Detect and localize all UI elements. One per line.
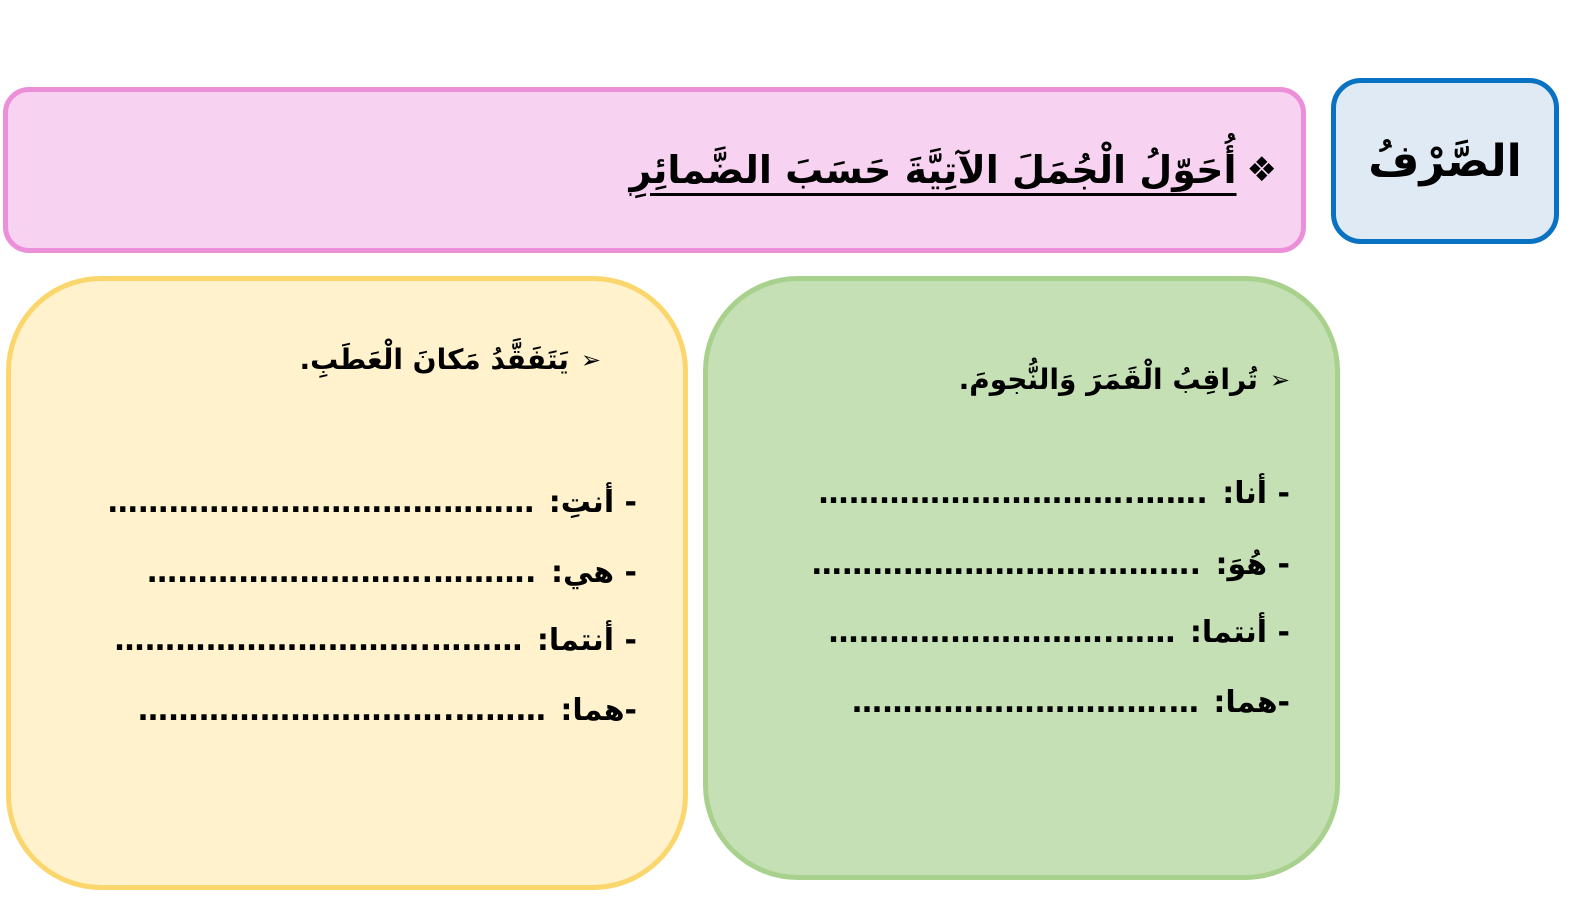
pronoun-label: - هي: (550, 555, 637, 590)
subject-title: الصَّرْفُ (1368, 135, 1522, 187)
sentence-text: تُراقِبُ الْقَمَرَ وَالنُّجومَ. (958, 363, 1258, 396)
answer-line[interactable] (852, 685, 1290, 720)
pronoun-label: - هُوَ: (1215, 547, 1290, 582)
instruction-banner (3, 87, 1306, 253)
exercise-card-yellow (6, 276, 688, 890)
sentence-text: يَتَفَقَّدُ مَكانَ الْعَطَبِ. (299, 343, 569, 376)
exercise-card-green (703, 276, 1340, 880)
pronoun-label: - أنتِ: (548, 485, 637, 520)
answer-blank[interactable]: ………………………….……. (818, 476, 1209, 511)
pronoun-label: - أنا: (1222, 476, 1290, 511)
arrow-bullet-icon: ➢ (1269, 365, 1290, 394)
answer-blank[interactable]: ………………………….……… (114, 623, 523, 658)
answer-blank[interactable]: ……………………….………. (811, 547, 1202, 582)
answer-line[interactable] (812, 547, 1290, 582)
answer-blank[interactable]: ……………………….………. (147, 555, 537, 590)
instruction-text: أُحَوّلُ الْجُمَلَ الآتِيَّةَ حَسَبَ الضَّمائِرِ (629, 148, 1237, 192)
pronoun-label: -هما: (560, 693, 637, 728)
answer-blank[interactable]: ……………………….…… (828, 615, 1176, 650)
arrow-bullet-icon: ➢ (580, 345, 601, 374)
pronoun-label: - أنتما: (1189, 615, 1290, 650)
answer-line[interactable] (138, 693, 637, 728)
answer-line[interactable] (829, 615, 1290, 650)
subject-label-box (1331, 78, 1559, 244)
answer-line[interactable] (108, 485, 637, 520)
answer-blank[interactable]: …………………………………… (107, 485, 535, 520)
exercise-sentence (299, 343, 601, 376)
answer-line[interactable] (818, 476, 1290, 511)
four-diamond-bullet-icon: ❖ (1246, 150, 1277, 190)
answer-blank[interactable]: ………………………….……… (137, 693, 547, 728)
answer-line[interactable] (115, 623, 637, 658)
pronoun-label: -هما: (1213, 685, 1290, 720)
pronoun-label: - أنتما: (536, 623, 637, 658)
exercise-sentence (959, 363, 1290, 396)
answer-line[interactable] (147, 555, 637, 590)
answer-blank[interactable]: ………………………….… (851, 685, 1200, 720)
